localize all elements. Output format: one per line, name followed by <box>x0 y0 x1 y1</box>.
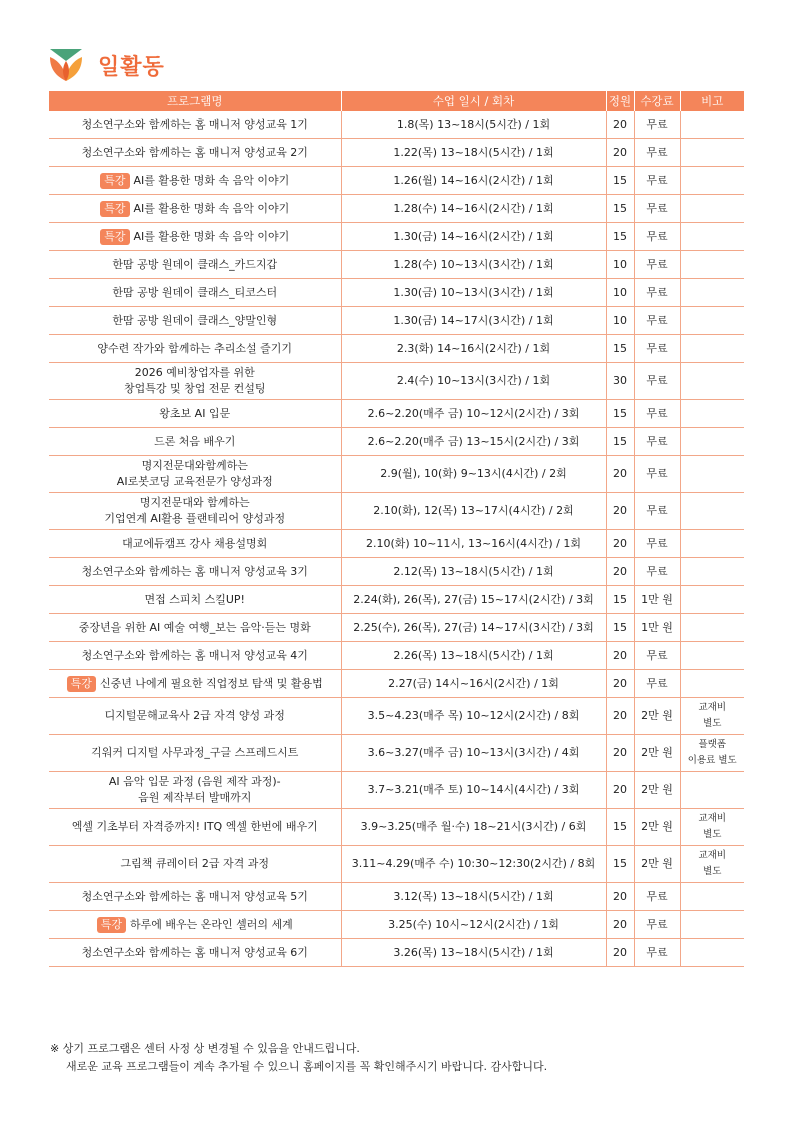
table-row <box>49 335 744 363</box>
fee-cell: 무료 <box>634 939 680 967</box>
table-row <box>49 363 744 400</box>
schedule-cell: 2.4(수) 10~13시(3시간) / 1회 <box>341 363 606 400</box>
schedule-cell: 1.30(금) 10~13시(3시간) / 1회 <box>341 279 606 307</box>
column-header-program: 프로그램명 <box>49 91 341 111</box>
schedule-cell: 1.28(수) 14~16시(2시간) / 1회 <box>341 195 606 223</box>
note-cell <box>680 456 744 493</box>
program-cell <box>49 493 341 530</box>
note-cell <box>680 883 744 911</box>
note-text: 교재비 <box>698 813 727 824</box>
program-name: AI를 활용한 명화 속 음악 이야기 <box>133 229 290 243</box>
program-name: 하루에 배우는 온라인 셀러의 세계 <box>130 917 293 931</box>
fee-cell: 무료 <box>634 335 680 363</box>
schedule-cell: 3.25(수) 10시~12시(2시간) / 1회 <box>341 911 606 939</box>
fee-cell: 무료 <box>634 670 680 698</box>
fee-cell: 무료 <box>634 251 680 279</box>
note-cell <box>680 735 744 772</box>
table-row <box>49 279 744 307</box>
schedule-cell: 3.12(목) 13~18시(5시간) / 1회 <box>341 883 606 911</box>
capacity-cell: 15 <box>606 846 634 883</box>
capacity-cell: 20 <box>606 911 634 939</box>
program-name: 청소연구소와 함께하는 홈 매니저 양성교육 4기 <box>81 648 308 662</box>
fee-cell: 무료 <box>634 558 680 586</box>
column-header-capacity: 정원 <box>606 91 634 111</box>
fee-cell: 무료 <box>634 111 680 139</box>
fee-cell: 2만 원 <box>634 698 680 735</box>
capacity-cell: 20 <box>606 139 634 167</box>
program-cell <box>49 558 341 586</box>
table-row <box>49 530 744 558</box>
program-name: 대교에듀캠프 강사 채용설명회 <box>122 536 268 550</box>
schedule-cell: 1.30(금) 14~17시(3시간) / 1회 <box>341 307 606 335</box>
schedule-cell: 2.25(수), 26(목), 27(금) 14~17시(3시간) / 3회 <box>341 614 606 642</box>
program-name: 중장년을 위한 AI 예술 여행_보는 음악·듣는 명화 <box>78 620 311 634</box>
fee-cell: 1만 원 <box>634 586 680 614</box>
note-cell <box>680 167 744 195</box>
capacity-cell: 30 <box>606 363 634 400</box>
table-row <box>49 883 744 911</box>
fee-cell: 무료 <box>634 428 680 456</box>
table-row <box>49 493 744 530</box>
note-cell <box>680 772 744 809</box>
fee-cell: 무료 <box>634 911 680 939</box>
program-name: 명지전문대와함께하는 <box>141 459 248 472</box>
program-cell <box>49 139 341 167</box>
capacity-cell: 20 <box>606 772 634 809</box>
schedule-cell: 3.26(목) 13~18시(5시간) / 1회 <box>341 939 606 967</box>
capacity-cell: 15 <box>606 167 634 195</box>
fee-cell: 무료 <box>634 400 680 428</box>
note-cell <box>680 558 744 586</box>
schedule-cell: 3.11~4.29(매주 수) 10:30~12:30(2시간) / 8회 <box>341 846 606 883</box>
orange-leaf-logo-icon <box>48 47 84 83</box>
note-cell <box>680 400 744 428</box>
table-row <box>49 167 744 195</box>
capacity-cell: 10 <box>606 279 634 307</box>
note-text-line-2: 별도 <box>703 718 722 729</box>
table-row <box>49 735 744 772</box>
table-row <box>49 939 744 967</box>
footnote-line-2: 새로운 교육 프로그램들이 계속 추가될 수 있으니 홈페이지를 꼭 확인해주시기 바랍니다. 감사합니다. <box>66 1060 548 1073</box>
note-cell <box>680 335 744 363</box>
program-cell <box>49 223 341 251</box>
fee-cell: 무료 <box>634 223 680 251</box>
table-row <box>49 586 744 614</box>
note-cell <box>680 939 744 967</box>
note-cell <box>680 139 744 167</box>
program-cell <box>49 698 341 735</box>
table-header-row <box>49 91 744 111</box>
capacity-cell: 20 <box>606 456 634 493</box>
column-header-fee: 수강료 <box>634 91 680 111</box>
fee-cell: 무료 <box>634 139 680 167</box>
fee-cell: 무료 <box>634 279 680 307</box>
note-cell <box>680 223 744 251</box>
fee-cell: 무료 <box>634 195 680 223</box>
column-header-schedule: 수업 일시 / 회차 <box>341 91 606 111</box>
fee-cell: 무료 <box>634 493 680 530</box>
capacity-cell: 20 <box>606 939 634 967</box>
capacity-cell: 10 <box>606 251 634 279</box>
program-cell <box>49 809 341 846</box>
program-name: 면접 스피치 스킬UP! <box>144 592 245 606</box>
note-cell <box>680 846 744 883</box>
fee-cell: 무료 <box>634 307 680 335</box>
program-cell <box>49 167 341 195</box>
program-name: 청소연구소와 함께하는 홈 매니저 양성교육 3기 <box>81 564 308 578</box>
schedule-cell: 2.10(화) 10~11시, 13~16시(4시간) / 1회 <box>341 530 606 558</box>
schedule-cell: 2.12(목) 13~18시(5시간) / 1회 <box>341 558 606 586</box>
program-cell <box>49 251 341 279</box>
table-row <box>49 846 744 883</box>
capacity-cell: 15 <box>606 614 634 642</box>
fee-cell: 무료 <box>634 167 680 195</box>
table-row <box>49 139 744 167</box>
program-cell <box>49 642 341 670</box>
capacity-cell: 20 <box>606 883 634 911</box>
program-name-line-2: AI로봇코딩 교육전문가 양성과정 <box>116 475 273 488</box>
fee-cell: 무료 <box>634 363 680 400</box>
capacity-cell: 20 <box>606 493 634 530</box>
note-cell <box>680 363 744 400</box>
fee-cell: 2만 원 <box>634 772 680 809</box>
capacity-cell: 10 <box>606 307 634 335</box>
footnote-line-1: ※ 상기 프로그램은 센터 사정 상 변경될 수 있음을 안내드립니다. <box>50 1042 360 1055</box>
table-row <box>49 911 744 939</box>
capacity-cell: 15 <box>606 428 634 456</box>
capacity-cell: 15 <box>606 809 634 846</box>
note-text: 교재비 <box>698 702 727 713</box>
program-name: 명지전문대와 함께하는 <box>139 496 250 509</box>
table-row <box>49 642 744 670</box>
program-cell <box>49 195 341 223</box>
note-text: 교재비 <box>698 850 727 861</box>
program-name: 청소연구소와 함께하는 홈 매니저 양성교육 2기 <box>81 145 308 159</box>
program-name: 드론 처음 배우기 <box>154 434 236 448</box>
capacity-cell: 20 <box>606 111 634 139</box>
program-name: 청소연구소와 함께하는 홈 매니저 양성교육 1기 <box>81 117 308 131</box>
capacity-cell: 20 <box>606 670 634 698</box>
note-text-line-2: 별도 <box>703 866 722 877</box>
table-row <box>49 558 744 586</box>
program-cell <box>49 400 341 428</box>
capacity-cell: 15 <box>606 223 634 251</box>
capacity-cell: 20 <box>606 558 634 586</box>
program-name: 한땀 공방 원데이 클래스_카드지갑 <box>112 257 278 271</box>
schedule-cell: 2.10(화), 12(목) 13~17시(4시간) / 2회 <box>341 493 606 530</box>
program-cell <box>49 911 341 939</box>
program-name-line-2: 음원 제작부터 발매까지 <box>138 791 252 804</box>
program-name: AI 음악 입문 과정 (음원 제작 과정)- <box>108 775 281 788</box>
note-cell <box>680 614 744 642</box>
special-lecture-badge: 특강 <box>67 676 96 692</box>
program-name: 엑셀 기초부터 자격증까지! ITQ 엑셀 한번에 배우기 <box>71 820 318 833</box>
capacity-cell: 15 <box>606 400 634 428</box>
table-row <box>49 698 744 735</box>
fee-cell: 2만 원 <box>634 735 680 772</box>
note-cell <box>680 809 744 846</box>
fee-cell: 무료 <box>634 456 680 493</box>
note-cell <box>680 279 744 307</box>
note-text-line-2: 별도 <box>703 829 722 840</box>
table-row <box>49 428 744 456</box>
fee-cell: 1만 원 <box>634 614 680 642</box>
program-cell <box>49 586 341 614</box>
program-name: 청소연구소와 함께하는 홈 매니저 양성교육 6기 <box>81 945 308 959</box>
note-text-line-2: 이용료 별도 <box>687 755 737 766</box>
program-schedule-table <box>49 91 744 967</box>
page-header <box>48 45 165 85</box>
note-cell <box>680 586 744 614</box>
schedule-cell: 2.27(금) 14시~16시(2시간) / 1회 <box>341 670 606 698</box>
note-cell <box>680 642 744 670</box>
note-cell <box>680 530 744 558</box>
column-header-note: 비고 <box>680 91 744 111</box>
program-cell <box>49 307 341 335</box>
schedule-cell: 2.9(월), 10(화) 9~13시(4시간) / 2회 <box>341 456 606 493</box>
program-cell <box>49 735 341 772</box>
page-title: 일활동 <box>98 54 165 80</box>
program-name-line-2: 기업연계 AI활용 플랜테리어 양성과정 <box>104 512 286 525</box>
note-cell <box>680 698 744 735</box>
fee-cell: 2만 원 <box>634 846 680 883</box>
schedule-cell: 1.26(월) 14~16시(2시간) / 1회 <box>341 167 606 195</box>
note-cell <box>680 251 744 279</box>
schedule-cell: 1.8(목) 13~18시(5시간) / 1회 <box>341 111 606 139</box>
program-cell <box>49 456 341 493</box>
program-name: 청소연구소와 함께하는 홈 매니저 양성교육 5기 <box>81 889 308 903</box>
fee-cell: 무료 <box>634 530 680 558</box>
schedule-cell: 2.3(화) 14~16시(2시간) / 1회 <box>341 335 606 363</box>
program-name: 긱워커 디지털 사무과정_구글 스프레드시트 <box>91 746 299 759</box>
schedule-cell: 2.26(목) 13~18시(5시간) / 1회 <box>341 642 606 670</box>
capacity-cell: 20 <box>606 698 634 735</box>
table-row <box>49 456 744 493</box>
table-row <box>49 809 744 846</box>
footnote <box>50 1040 547 1076</box>
note-text: 플랫폼 <box>698 739 727 750</box>
program-name: AI를 활용한 명화 속 음악 이야기 <box>133 201 290 215</box>
schedule-cell: 3.5~4.23(매주 목) 10~12시(2시간) / 8회 <box>341 698 606 735</box>
schedule-cell: 3.6~3.27(매주 금) 10~13시(3시간) / 4회 <box>341 735 606 772</box>
table-row <box>49 400 744 428</box>
table-row <box>49 614 744 642</box>
program-name: 그림책 큐레이터 2급 자격 과정 <box>120 857 269 870</box>
capacity-cell: 20 <box>606 642 634 670</box>
program-name: 한땀 공방 원데이 클래스_양말인형 <box>112 313 278 327</box>
program-cell <box>49 530 341 558</box>
table-row <box>49 251 744 279</box>
program-cell <box>49 670 341 698</box>
program-name: 2026 예비창업자를 위한 <box>134 366 255 379</box>
table-row <box>49 670 744 698</box>
note-cell <box>680 195 744 223</box>
fee-cell: 무료 <box>634 642 680 670</box>
capacity-cell: 15 <box>606 586 634 614</box>
capacity-cell: 15 <box>606 195 634 223</box>
program-name: 왕초보 AI 입문 <box>159 406 231 420</box>
note-cell <box>680 428 744 456</box>
program-cell <box>49 939 341 967</box>
program-name-line-2: 창업특강 및 창업 전문 컨설팅 <box>124 382 266 395</box>
note-cell <box>680 493 744 530</box>
table-row <box>49 223 744 251</box>
schedule-cell: 3.9~3.25(매주 월·수) 18~21시(3시간) / 6회 <box>341 809 606 846</box>
schedule-cell: 1.30(금) 14~16시(2시간) / 1회 <box>341 223 606 251</box>
capacity-cell: 15 <box>606 335 634 363</box>
table-row <box>49 772 744 809</box>
program-cell <box>49 363 341 400</box>
note-cell <box>680 911 744 939</box>
note-cell <box>680 670 744 698</box>
table-row <box>49 195 744 223</box>
table-row <box>49 111 744 139</box>
program-name: 양수련 작가와 함께하는 추리소설 즐기기 <box>97 341 293 355</box>
program-name: 디지털문해교육사 2급 자격 양성 과정 <box>104 709 285 722</box>
program-cell <box>49 883 341 911</box>
program-cell <box>49 772 341 809</box>
program-name: AI를 활용한 명화 속 음악 이야기 <box>133 173 290 187</box>
fee-cell: 2만 원 <box>634 809 680 846</box>
schedule-cell: 2.6~2.20(매주 금) 10~12시(2시간) / 3회 <box>341 400 606 428</box>
program-name: 신중년 나에게 필요한 직업정보 탐색 및 활용법 <box>99 676 323 690</box>
schedule-cell: 2.6~2.20(매주 금) 13~15시(2시간) / 3회 <box>341 428 606 456</box>
special-lecture-badge: 특강 <box>97 917 126 933</box>
schedule-cell: 3.7~3.21(매주 토) 10~14시(4시간) / 3회 <box>341 772 606 809</box>
program-cell <box>49 279 341 307</box>
table-row <box>49 307 744 335</box>
program-cell <box>49 614 341 642</box>
program-cell <box>49 335 341 363</box>
special-lecture-badge: 특강 <box>100 173 129 189</box>
schedule-cell: 2.24(화), 26(목), 27(금) 15~17시(2시간) / 3회 <box>341 586 606 614</box>
program-name: 한땀 공방 원데이 클래스_티코스터 <box>112 285 278 299</box>
program-cell <box>49 428 341 456</box>
program-cell <box>49 111 341 139</box>
schedule-cell: 1.28(수) 10~13시(3시간) / 1회 <box>341 251 606 279</box>
capacity-cell: 20 <box>606 735 634 772</box>
schedule-cell: 1.22(목) 13~18시(5시간) / 1회 <box>341 139 606 167</box>
special-lecture-badge: 특강 <box>100 201 129 217</box>
special-lecture-badge: 특강 <box>100 229 129 245</box>
program-cell <box>49 846 341 883</box>
capacity-cell: 20 <box>606 530 634 558</box>
fee-cell: 무료 <box>634 883 680 911</box>
note-cell <box>680 111 744 139</box>
note-cell <box>680 307 744 335</box>
